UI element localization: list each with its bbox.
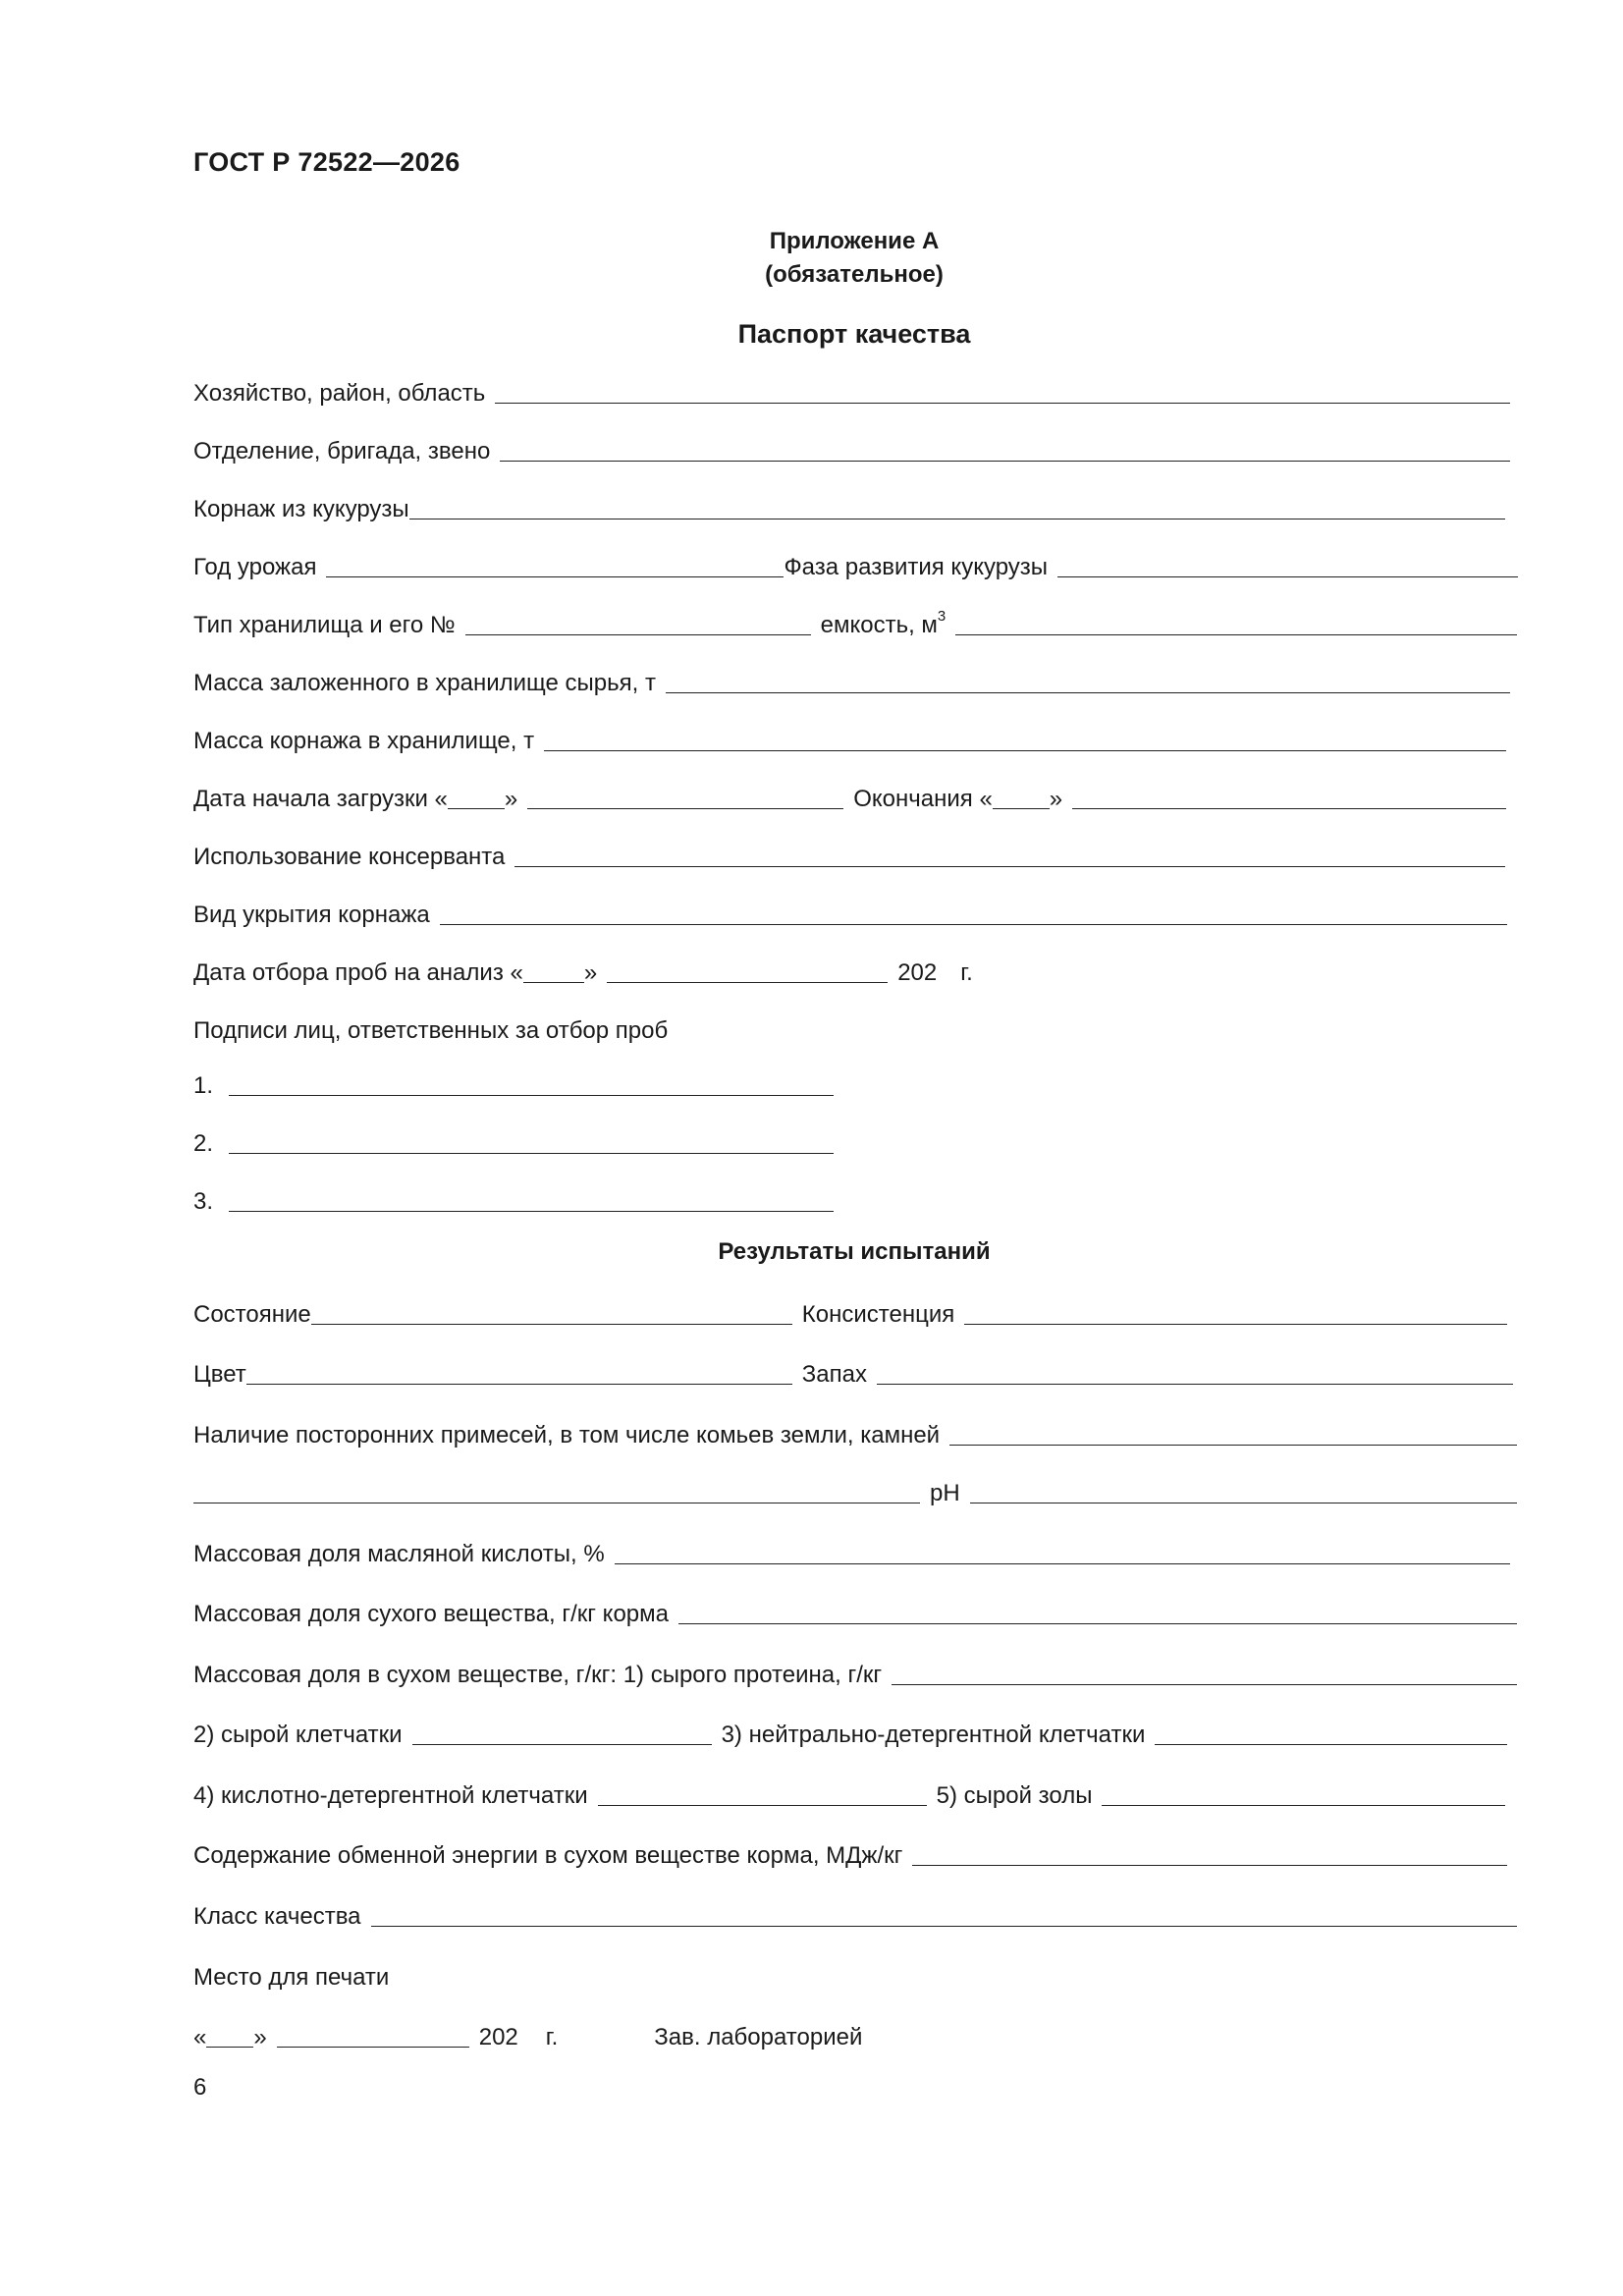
load-end-quote-close: » bbox=[1049, 786, 1063, 812]
phase-label: Фаза развития кукурузы bbox=[784, 554, 1049, 580]
condition-label: Состояние bbox=[193, 1301, 311, 1328]
lab-date-month-field[interactable] bbox=[277, 2025, 469, 2048]
lab-date-day-field[interactable] bbox=[206, 2025, 253, 2048]
signature-number: 2. bbox=[193, 1130, 214, 1157]
fiber-row bbox=[193, 1720, 1507, 1749]
preservative-field[interactable] bbox=[514, 845, 1505, 867]
sampling-month-field[interactable] bbox=[607, 960, 888, 983]
crude-fiber-label: 2) сырой клетчатки bbox=[193, 1722, 403, 1748]
capacity-label: емкость, $м^3$ bbox=[820, 608, 947, 638]
crude-protein-row bbox=[193, 1660, 1517, 1689]
dry-matter-field[interactable] bbox=[678, 1602, 1517, 1624]
quality-class-row bbox=[193, 1901, 1517, 1931]
signature-field-2[interactable] bbox=[229, 1131, 834, 1154]
ph-field[interactable] bbox=[970, 1481, 1517, 1503]
load-start-day-field[interactable] bbox=[448, 787, 505, 809]
results-title: Результаты испытаний bbox=[718, 1238, 991, 1265]
quality-class-label: Класс качества bbox=[193, 1903, 361, 1930]
preservative-row bbox=[193, 842, 1505, 871]
sampling-year-field[interactable] bbox=[937, 960, 960, 983]
energy-field[interactable] bbox=[912, 1843, 1507, 1866]
ph-row bbox=[193, 1478, 1517, 1507]
cover-label: Вид укрытия корнажа bbox=[193, 902, 430, 928]
energy-label: Содержание обменной энергии в сухом веществе корма, МДж/кг bbox=[193, 1842, 903, 1869]
load-end-label: Окончания « bbox=[853, 786, 993, 812]
product-label: Корнаж из кукурузы bbox=[193, 496, 409, 522]
sampling-date-row bbox=[193, 957, 973, 987]
farm-label: Хозяйство, район, область bbox=[193, 380, 486, 407]
adf-field[interactable] bbox=[598, 1783, 927, 1806]
form-title: Паспорт качества bbox=[737, 319, 971, 349]
impurities-field-continued[interactable] bbox=[193, 1481, 920, 1503]
division-row bbox=[193, 436, 1510, 465]
cornage-mass-field[interactable] bbox=[544, 729, 1506, 751]
load-start-month-field[interactable] bbox=[527, 787, 843, 809]
condition-field[interactable] bbox=[311, 1302, 792, 1325]
crude-ash-field[interactable] bbox=[1102, 1783, 1505, 1806]
signature-row bbox=[193, 1186, 834, 1216]
sampling-year-suffix: г. bbox=[960, 959, 973, 986]
storage-row bbox=[193, 610, 1517, 639]
crude-fiber-field[interactable] bbox=[412, 1722, 712, 1745]
adf-label: 4) кислотно-детергентной клетчатки bbox=[193, 1782, 588, 1809]
sampling-quote-close: » bbox=[583, 959, 598, 986]
butyric-acid-label: Массовая доля масляной кислоты, % bbox=[193, 1541, 605, 1567]
sampling-date-label: Дата отбора проб на анализ « bbox=[193, 959, 523, 986]
cover-field[interactable] bbox=[440, 902, 1507, 925]
capacity-unit-superscript: 3 bbox=[937, 608, 947, 625]
raw-mass-row bbox=[193, 668, 1510, 697]
harvest-year-label: Год урожая bbox=[193, 554, 317, 580]
stamp-place-label: Место для печати bbox=[193, 1964, 390, 1991]
sampling-year-prefix: 202 bbox=[897, 959, 938, 986]
load-start-label: Дата начала загрузки « bbox=[193, 786, 448, 812]
quality-class-field[interactable] bbox=[371, 1904, 1517, 1927]
ndf-label: 3) нейтрально-детергентной клетчатки bbox=[721, 1722, 1146, 1748]
signatures-label: Подписи лиц, ответственных за отбор проб bbox=[193, 1017, 669, 1044]
date-quote-open: « bbox=[193, 2024, 207, 2050]
dm-share-label: Массовая доля в сухом веществе, г/кг: 1) сырого протеина, г/кг bbox=[193, 1662, 883, 1688]
farm-field[interactable] bbox=[495, 381, 1510, 404]
lab-signature-row bbox=[193, 2022, 862, 2051]
lab-year-field[interactable] bbox=[518, 2025, 546, 2048]
storage-type-label: Тип хранилища и его № bbox=[193, 612, 456, 638]
smell-label: Запах bbox=[801, 1361, 867, 1388]
impurities-label: Наличие посторонних примесей, в том числе комьев земли, камней bbox=[193, 1422, 941, 1449]
butyric-acid-row bbox=[193, 1539, 1510, 1568]
signature-row bbox=[193, 1128, 834, 1158]
signature-number: 1. bbox=[193, 1072, 214, 1099]
harvest-year-field[interactable] bbox=[326, 555, 784, 577]
condition-row bbox=[193, 1299, 1507, 1329]
color-row bbox=[193, 1359, 1513, 1389]
appendix-heading bbox=[0, 225, 1623, 292]
page-number: 6 bbox=[193, 2074, 207, 2101]
dry-matter-label: Массовая доля сухого вещества, г/кг корма bbox=[193, 1601, 669, 1627]
impurities-row bbox=[193, 1420, 1517, 1449]
energy-row bbox=[193, 1840, 1507, 1870]
dry-matter-row bbox=[193, 1599, 1517, 1628]
impurities-field[interactable] bbox=[949, 1423, 1517, 1446]
sampling-day-field[interactable] bbox=[523, 960, 584, 983]
raw-mass-label: Масса заложенного в хранилище сырья, т bbox=[193, 670, 656, 696]
load-end-month-field[interactable] bbox=[1072, 787, 1506, 809]
adf-ash-row bbox=[193, 1780, 1505, 1810]
preservative-label: Использование консерванта bbox=[193, 844, 506, 870]
product-row bbox=[193, 494, 1505, 523]
consistency-label: Консистенция bbox=[801, 1301, 955, 1328]
crude-protein-field[interactable] bbox=[892, 1663, 1517, 1685]
color-label: Цвет bbox=[193, 1361, 246, 1388]
document-code: ГОСТ Р 72522—2026 bbox=[193, 147, 460, 177]
butyric-acid-field[interactable] bbox=[615, 1542, 1510, 1564]
consistency-field[interactable] bbox=[964, 1302, 1507, 1325]
raw-mass-field[interactable] bbox=[666, 671, 1510, 693]
capacity-field[interactable] bbox=[955, 613, 1517, 635]
signature-field-1[interactable] bbox=[229, 1073, 834, 1096]
appendix-status: (обязательное) bbox=[765, 261, 944, 288]
ndf-field[interactable] bbox=[1155, 1722, 1507, 1745]
lab-year-suffix: г. bbox=[545, 2024, 559, 2050]
smell-field[interactable] bbox=[877, 1362, 1513, 1385]
storage-number-field[interactable] bbox=[465, 613, 811, 635]
crude-ash-label: 5) сырой золы bbox=[936, 1782, 1093, 1809]
signature-number: 3. bbox=[193, 1188, 214, 1215]
cover-row bbox=[193, 900, 1507, 929]
phase-field[interactable] bbox=[1057, 555, 1518, 577]
date-quote-close: » bbox=[253, 2024, 267, 2050]
lab-head-label: Зав. лабораторией bbox=[654, 2024, 863, 2050]
signature-row bbox=[193, 1070, 834, 1100]
ph-label: pH bbox=[930, 1480, 960, 1506]
color-field[interactable] bbox=[246, 1362, 792, 1385]
cornage-mass-row bbox=[193, 726, 1506, 755]
division-field[interactable] bbox=[500, 439, 1510, 462]
cornage-mass-label: Масса корнажа в хранилище, т bbox=[193, 728, 535, 754]
lab-year-prefix: 202 bbox=[478, 2024, 518, 2050]
harvest-row bbox=[193, 552, 1518, 581]
product-field[interactable] bbox=[409, 497, 1505, 519]
load-end-day-field[interactable] bbox=[993, 787, 1050, 809]
load-start-quote-close: » bbox=[504, 786, 518, 812]
farm-row bbox=[193, 378, 1510, 408]
appendix-title: Приложение А bbox=[769, 228, 940, 254]
loading-dates-row bbox=[193, 784, 1506, 813]
signature-field-3[interactable] bbox=[229, 1189, 834, 1212]
division-label: Отделение, бригада, звено bbox=[193, 438, 491, 465]
